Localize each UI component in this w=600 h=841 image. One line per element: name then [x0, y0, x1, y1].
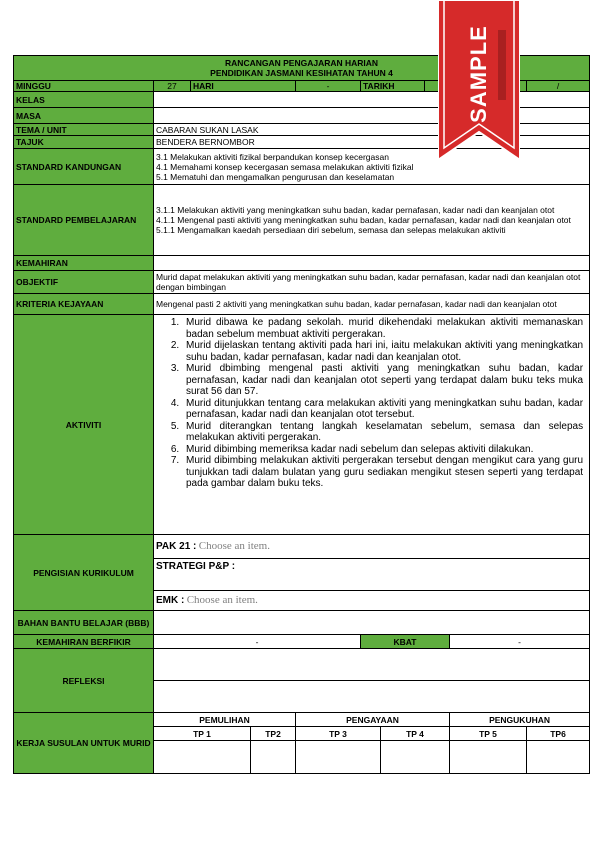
emk-field[interactable]	[154, 591, 590, 611]
tp4-header: TP 4	[381, 727, 450, 741]
masa-value-small: /	[527, 81, 590, 92]
standard-kandungan-label: STANDARD KANDUNGAN	[14, 149, 154, 185]
aktiviti-item: 5. Murid diterangkan tentang langkah keselamatan sebelum, semasa dan selepas melakukan aktiviti pergerakan.	[182, 421, 583, 444]
tp6-header: TP6	[527, 727, 590, 741]
minggu-label: MINGGU	[14, 81, 154, 92]
kriteria-label: KRITERIA KEJAYAAN	[14, 294, 154, 315]
kemahiran-berfikir-label: KEMAHIRAN BERFIKIR	[14, 635, 154, 649]
standard-pembelajaran-value: 3.1.1 Melakukan aktiviti yang meningkatkan suhu badan, kadar pernafasan, kadar nadi dan keanjalan otot 4.1.1 Mengenal pasti aktiviti yang meningkatkan suhu badan, kadar pernafasan, kadar nadi dan keanjalan otot 5.1.1 Mengamalkan kaedah persediaan diri sebelum, semasa dan selepas melakukan aktiviti	[154, 185, 590, 256]
kriteria-value: Mengenal pasti 2 aktiviti yang meningkatkan suhu badan, kadar pernafasan, kadar nadi dan keanjalan otot	[154, 294, 590, 315]
masa-value[interactable]	[154, 108, 590, 124]
tp3-header: TP 3	[296, 727, 381, 741]
tp5-header: TP 5	[450, 727, 527, 741]
kbat-label: KBAT	[361, 635, 450, 649]
pengisian-kurikulum-label: PENGISIAN KURIKULUM	[14, 535, 154, 611]
sample-watermark	[438, 0, 520, 160]
aktiviti-item: 7. Murid dibimbing melakukan aktiviti pergerakan tersebut dengan mengikut cara yang guru tunjukkan tadi dalam bulatan yang guru sediakan mengikut stesen seperti yang terdapat pada gambar dalam buku teks.	[182, 455, 583, 490]
masa-label: MASA	[14, 108, 154, 124]
pak21-label: PAK 21 :	[156, 541, 197, 552]
tajuk-label: TAJUK	[14, 136, 154, 149]
kelas-value[interactable]	[154, 92, 590, 108]
tp6-cell[interactable]	[527, 741, 590, 774]
bbb-label: BAHAN BANTU BELAJAR (BBB)	[14, 611, 154, 635]
emk-label: EMK :	[156, 595, 185, 606]
sample-watermark-text: SAMPLE	[466, 25, 491, 123]
tp1-header: TP 1	[154, 727, 251, 741]
emk-dropdown[interactable]: Choose an item.	[186, 594, 258, 606]
hari-value: -	[296, 81, 361, 92]
tp5-cell[interactable]	[450, 741, 527, 774]
aktiviti-item: 1. Murid dibawa ke padang sekolah. murid dikehendaki melakukan aktiviti memanaskan badan sebelum membuat aktiviti pergerakan.	[182, 317, 583, 340]
kemahiran-berfikir-value[interactable]: -	[154, 635, 361, 649]
aktiviti-item: 4. Murid ditunjukkan tentang cara melakukan aktiviti yang meningkatkan suhu badan, kadar pernafasan, kadar nadi dan keanjalan otot tersebut.	[182, 398, 583, 421]
rph-table	[13, 55, 590, 774]
tema-value: CABARAN SUKAN LASAK	[154, 124, 590, 136]
pemulihan-header: PEMULIHAN	[154, 713, 296, 727]
kbat-value[interactable]: -	[450, 635, 590, 649]
aktiviti-label: AKTIVITI	[14, 315, 154, 535]
refleksi-value-1[interactable]	[154, 649, 590, 681]
tp3-cell[interactable]	[296, 741, 381, 774]
bbb-value[interactable]	[154, 611, 590, 635]
kemahiran-value[interactable]	[154, 256, 590, 271]
strategi-field[interactable]	[154, 559, 590, 591]
objektif-label: OBJEKTIF	[14, 271, 154, 294]
pengukuhan-header: PENGUKUHAN	[450, 713, 590, 727]
objektif-value: Murid dapat melakukan aktiviti yang meningkatkan suhu badan, kadar pernafasan, kadar nadi dan keanjalan otot dengan bimbingan	[154, 271, 590, 294]
strategi-label: STRATEGI P&P :	[156, 561, 236, 572]
tp1-cell[interactable]	[154, 741, 251, 774]
kerja-susulan-label: KERJA SUSULAN UNTUK MURID	[14, 713, 154, 774]
pak21-dropdown[interactable]: Choose an item.	[198, 540, 270, 552]
pak21-field[interactable]	[154, 535, 590, 559]
aktiviti-item: 3. Murid dbimbing mengenal pasti aktiviti yang meningkatkan suhu badan, kadar pernafasan, kadar nadi dan keanjalan otot seperti yang terdapat dalam buku teks muka surat 56 dan 57.	[182, 363, 583, 398]
tema-label: TEMA / UNIT	[14, 124, 154, 136]
aktiviti-list	[156, 315, 587, 492]
standard-pembelajaran-label: STANDARD PEMBELAJARAN	[14, 185, 154, 256]
pengayaan-header: PENGAYAAN	[296, 713, 450, 727]
tp2-header: TP2	[251, 727, 296, 741]
aktiviti-item: 6. Murid dibimbing memeriksa kadar nadi sebelum dan selepas aktiviti dilakukan.	[182, 444, 583, 456]
aktiviti-value	[154, 315, 590, 535]
kemahiran-label: KEMAHIRAN	[14, 256, 154, 271]
tp4-cell[interactable]	[381, 741, 450, 774]
standard-kandungan-value: 3.1 Melakukan aktiviti fizikal berpandukan konsep kecergasan 4.1 Memahami konsep kecergasan semasa melakukan aktiviti fizikal 5.1 Mematuhi dan mengamalkan pengurusan dan keselamatan	[154, 149, 590, 185]
hari-label: HARI	[191, 81, 296, 92]
minggu-value: 27	[154, 81, 191, 92]
tarikh-label: TARIKH	[361, 81, 425, 92]
tajuk-value: BENDERA BERNOMBOR	[154, 136, 590, 149]
tp2-cell[interactable]	[251, 741, 296, 774]
aktiviti-item: 2. Murid dijelaskan tentang aktiviti pada hari ini, iaitu melakukan aktiviti yang meningkatkan suhu badan, kadar pernafasan, kadar nadi dan keanjalan otot.	[182, 340, 583, 363]
refleksi-label: REFLEKSI	[14, 649, 154, 713]
refleksi-value-2[interactable]	[154, 681, 590, 713]
document-title: RANCANGAN PENGAJARAN HARIAN PENDIDIKAN JASMANI KESIHATAN TAHUN 4	[14, 56, 590, 81]
kelas-label: KELAS	[14, 92, 154, 108]
